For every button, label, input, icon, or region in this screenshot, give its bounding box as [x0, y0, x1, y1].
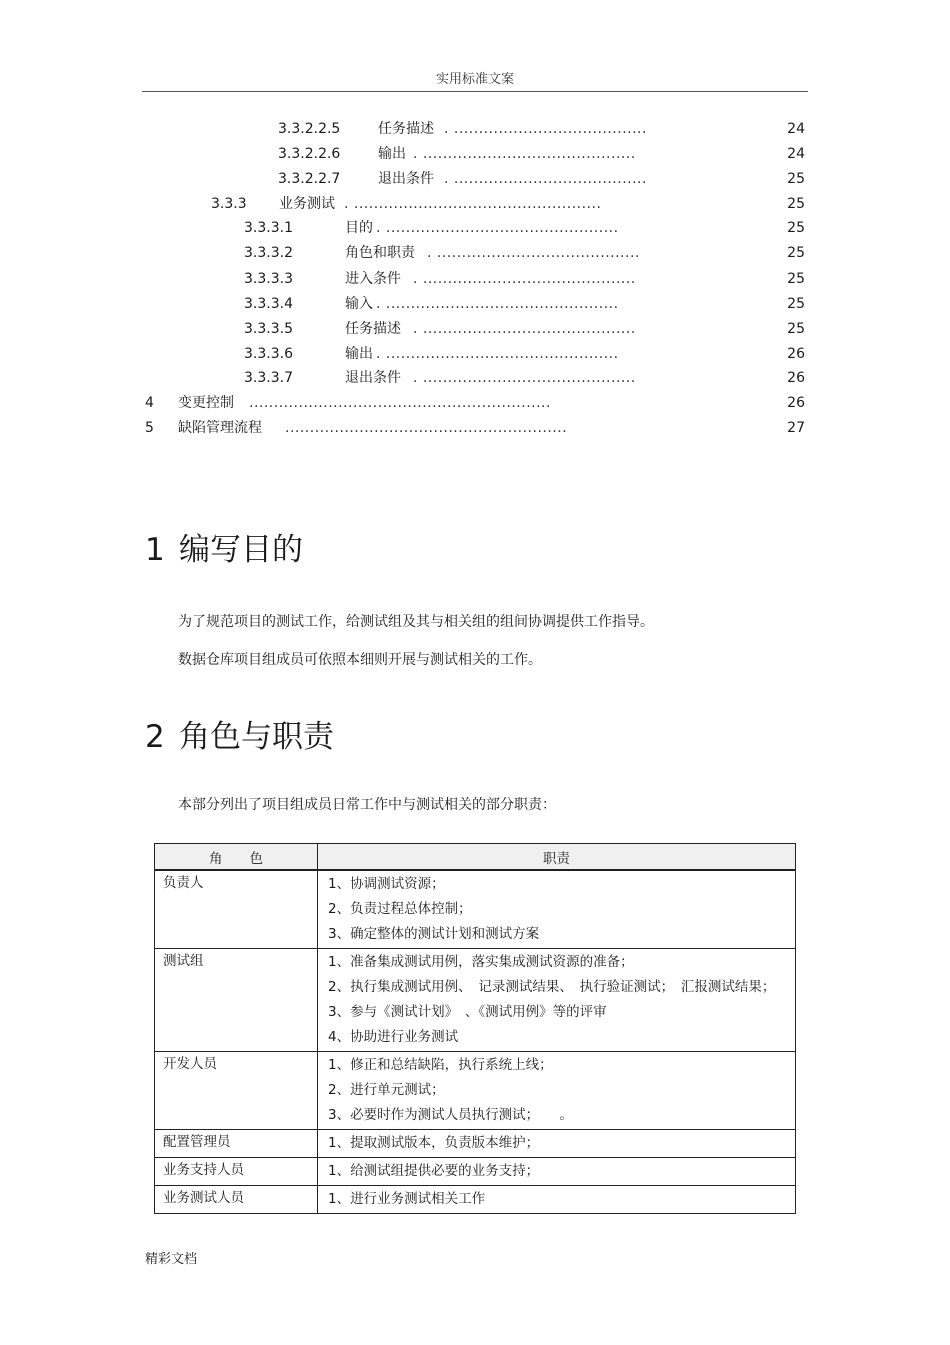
duty-item: 3、参与《测试计划》 、《测试用例》等的评审: [328, 1004, 607, 1020]
page-header-title: 实用标准文案: [435, 72, 514, 87]
toc-entry[interactable]: [0, 368, 950, 388]
toc-number: 3.3.3: [211, 196, 247, 212]
toc-title: 缺陷管理流程: [178, 420, 262, 436]
section-1-paragraph: 为了规范项目的测试工作，给测试组及其与相关组的组间协调提供工作指导。: [178, 614, 654, 630]
section-2-intro: 本部分列出了项目组成员日常工作中与测试相关的部分职责：: [178, 797, 556, 813]
role-cell: 测试组: [155, 949, 318, 1052]
section-1-heading: [145, 530, 303, 570]
duty-item: 1、准备集成测试用例，落实集成测试资源的准备；: [328, 954, 634, 970]
toc-page-number: 27: [787, 420, 805, 436]
toc-page-number: 25: [787, 171, 805, 187]
toc-entry[interactable]: [0, 319, 950, 339]
header-divider: [142, 91, 808, 92]
toc-page-number: 26: [787, 346, 805, 362]
toc-title: 任务描述: [345, 321, 401, 337]
toc-entry[interactable]: [0, 169, 950, 189]
toc-page-number: 26: [787, 370, 805, 386]
table-row: [155, 949, 796, 1052]
toc-page-number: 25: [787, 321, 805, 337]
toc-title: 退出条件: [378, 171, 434, 187]
toc-page-number: 25: [787, 220, 805, 236]
toc-leader: .........................................................: [285, 420, 568, 436]
toc-page-number: 26: [787, 395, 805, 411]
toc-number: 5: [145, 420, 154, 436]
toc-number: 3.3.3.5: [244, 321, 293, 337]
role-cell: 配置管理员: [155, 1130, 318, 1158]
toc-leader: . ...............................................: [376, 220, 619, 236]
table-header-row: [155, 844, 796, 871]
role-cell: 负责人: [155, 870, 318, 949]
toc-number: 3.3.3.7: [244, 370, 293, 386]
toc-leader: . ..................................................: [344, 196, 602, 212]
toc-title: 目的: [345, 220, 373, 236]
toc-title: 变更控制: [178, 395, 234, 411]
toc-page-number: 25: [787, 296, 805, 312]
toc-number: 3.3.3.1: [244, 220, 293, 236]
toc-leader: . ...........................................: [413, 370, 636, 386]
duty-cell: [318, 949, 796, 1052]
toc-number: 3.3.3.3: [244, 271, 293, 287]
toc-entry[interactable]: [0, 269, 950, 289]
toc-number: 3.3.2.2.6: [278, 146, 341, 162]
toc-entry[interactable]: [0, 119, 950, 139]
toc-title: 退出条件: [345, 370, 401, 386]
toc-entry[interactable]: [0, 243, 950, 263]
toc-leader: . .......................................: [444, 171, 647, 187]
duty-cell: [318, 1130, 796, 1158]
table-row: [155, 1158, 796, 1186]
role-cell: 业务支持人员: [155, 1158, 318, 1186]
table-row: [155, 1130, 796, 1158]
toc-title: 输出: [378, 146, 406, 162]
toc-leader: .............................................................: [249, 395, 551, 411]
table-row: [155, 1186, 796, 1214]
page-footer-text: 精彩文档: [145, 1252, 198, 1267]
duty-item: 2、负责过程总体控制；: [328, 901, 472, 917]
duty-item: 3、确定整体的测试计划和测试方案: [328, 926, 540, 942]
duty-item: 3、必要时作为测试人员执行测试； 。: [328, 1107, 573, 1123]
toc-entry[interactable]: [0, 294, 950, 314]
toc-leader: . .......................................: [444, 121, 647, 137]
toc-leader: . ...........................................: [413, 271, 636, 287]
role-cell: 开发人员: [155, 1052, 318, 1130]
duty-item: 1、进行业务测试相关工作: [328, 1191, 486, 1207]
toc-page-number: 25: [787, 271, 805, 287]
role-cell: 业务测试人员: [155, 1186, 318, 1214]
duty-item: 1、协调测试资源；: [328, 876, 445, 892]
duty-cell: [318, 1158, 796, 1186]
toc-title: 输出: [345, 346, 373, 362]
toc-entry[interactable]: [0, 144, 950, 164]
duty-item: 1、给测试组提供必要的业务支持；: [328, 1163, 540, 1179]
duty-item: 2、进行单元测试；: [328, 1082, 445, 1098]
toc-number: 3.3.3.6: [244, 346, 293, 362]
section-number: 2: [145, 719, 165, 755]
toc-page-number: 25: [787, 245, 805, 261]
toc-page-number: 24: [787, 121, 805, 137]
toc-number: 4: [145, 395, 154, 411]
section-1-paragraph: 数据仓库项目组成员可依照本细则开展与测试相关的工作。: [178, 652, 542, 668]
toc-title: 任务描述: [378, 121, 434, 137]
section-2-heading: [145, 717, 334, 757]
roles-table: [154, 843, 796, 1214]
toc-leader: . ...............................................: [376, 346, 619, 362]
toc-entry[interactable]: [0, 418, 950, 438]
toc-entry[interactable]: [0, 218, 950, 238]
toc-title: 输入: [345, 296, 373, 312]
duty-item: 1、提取测试版本，负责版本维护；: [328, 1135, 540, 1151]
table-row: [155, 1052, 796, 1130]
toc-number: 3.3.2.2.7: [278, 171, 341, 187]
toc-title: 角色和职责: [345, 245, 415, 261]
section-number: 1: [145, 532, 165, 568]
toc-number: 3.3.3.4: [244, 296, 293, 312]
toc-entry[interactable]: [0, 393, 950, 413]
toc-page-number: 24: [787, 146, 805, 162]
toc-leader: . .........................................: [427, 245, 640, 261]
duty-item: 4、协助进行业务测试: [328, 1029, 459, 1045]
toc-leader: . ...........................................: [413, 146, 636, 162]
toc-title: 业务测试: [279, 196, 335, 212]
duty-item: 1、修正和总结缺陷，执行系统上线；: [328, 1057, 553, 1073]
toc-page-number: 25: [787, 196, 805, 212]
toc-leader: . ...........................................: [413, 321, 636, 337]
duty-cell: [318, 1052, 796, 1130]
column-header-role: 角 色: [155, 844, 318, 871]
table-row: [155, 870, 796, 949]
duty-cell: [318, 1186, 796, 1214]
section-title: 编写目的: [179, 532, 303, 568]
section-title: 角色与职责: [179, 719, 334, 755]
toc-entry[interactable]: [0, 194, 950, 214]
toc-number: 3.3.2.2.5: [278, 121, 341, 137]
toc-number: 3.3.3.2: [244, 245, 293, 261]
duty-cell: [318, 870, 796, 949]
toc-leader: . ...............................................: [376, 296, 619, 312]
column-header-duty: 职责: [318, 844, 796, 871]
toc-title: 进入条件: [345, 271, 401, 287]
duty-item: 2、执行集成测试用例、 记录测试结果、 执行验证测试； 汇报测试结果；: [328, 979, 776, 995]
toc-entry[interactable]: [0, 344, 950, 364]
